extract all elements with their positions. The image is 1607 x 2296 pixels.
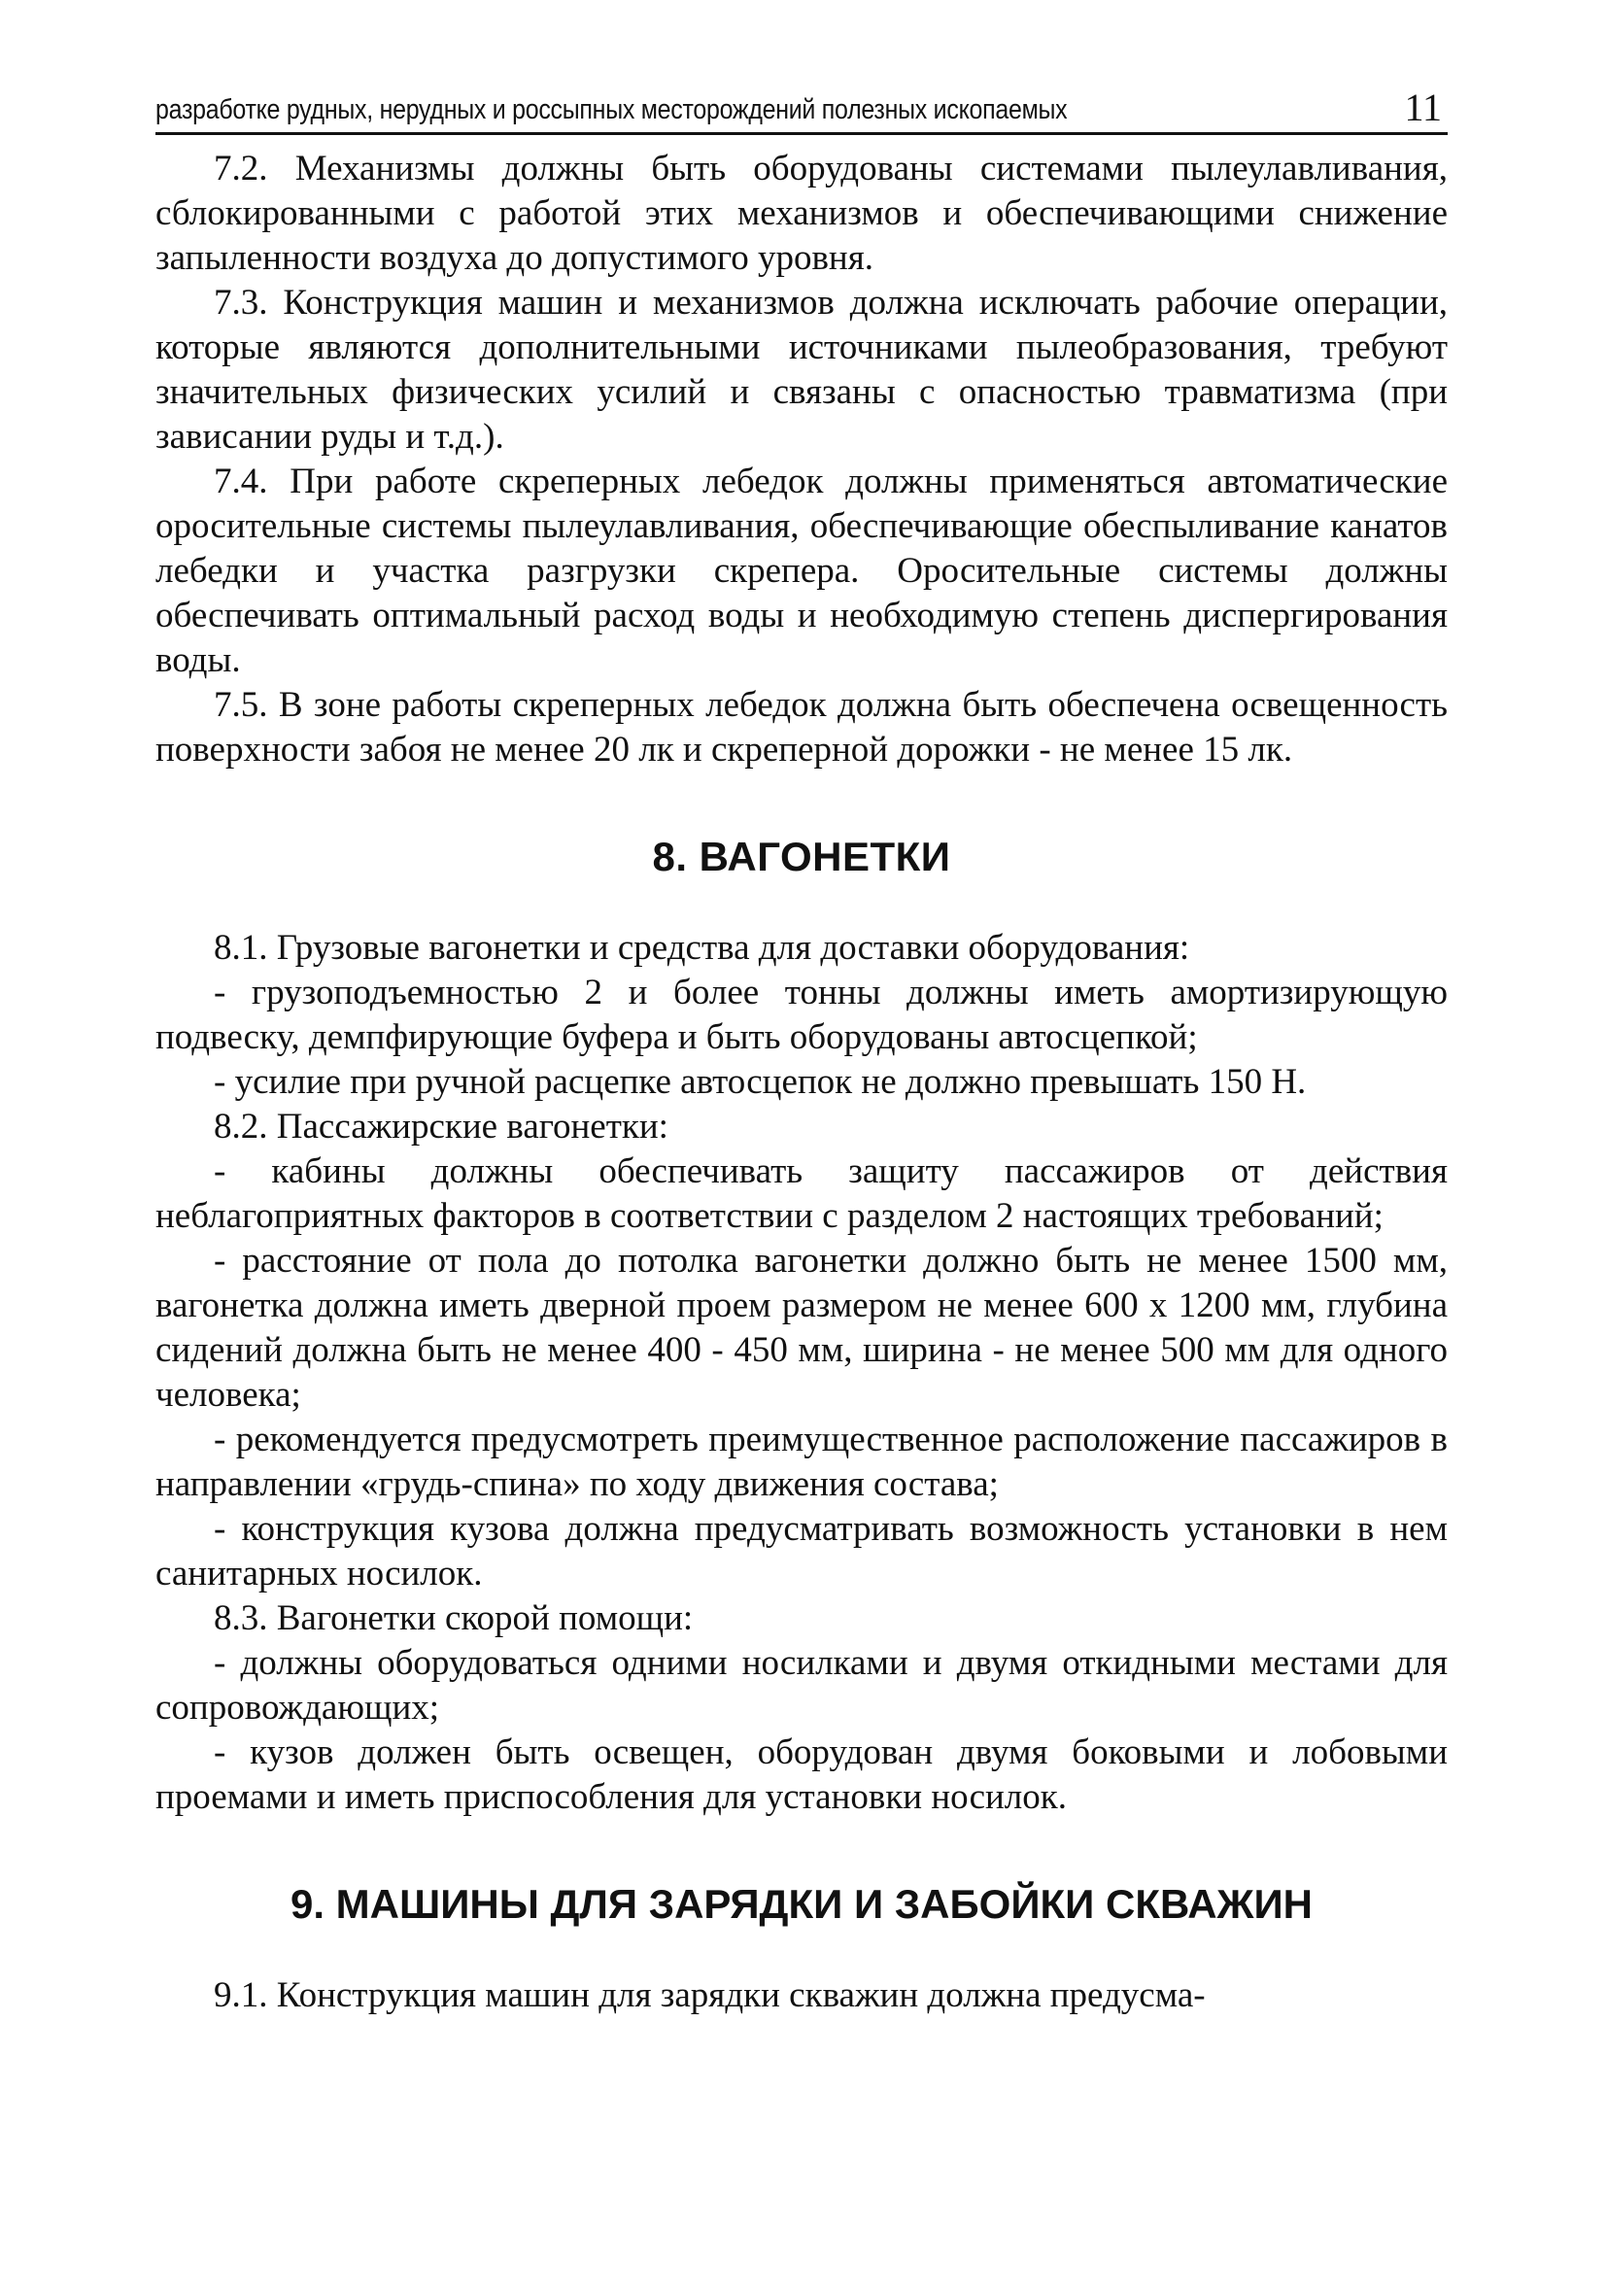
section-8-title: 8. ВАГОНЕТКИ xyxy=(652,834,951,879)
page-number: 11 xyxy=(1404,86,1442,129)
paragraph-8-2: 8.2. Пассажирские вагонетки: xyxy=(214,1107,668,1147)
paragraph-7-5: 7.5. В зоне работы скреперных лебедок должна быть обеспечена освещенность поверхности забоя не менее 20 лк и скреперной дорожки - не менее 15 лк. xyxy=(155,685,1448,770)
running-title: разработке рудных, нерудных и россыпных месторождений полезных ископаемых xyxy=(155,94,1068,125)
paragraph-8-3: 8.3. Вагонетки скорой помощи: xyxy=(214,1598,694,1638)
list-item-8-2-a: - кабины должны обеспечивать защиту пассажиров от действия неблагоприятных факторов в соответствии с разделом 2 настоящих требований; xyxy=(155,1151,1448,1236)
list-item-8-2-b: - расстояние от пола до потолка вагонетки должно быть не менее 1500 мм, вагонетка должна иметь дверной проем размером не менее 600 х 1200 мм, глубина сидений должна быть не менее 400 - 450 мм, ширина - не менее 500 мм для одного человека; xyxy=(155,1241,1448,1415)
book-page xyxy=(155,78,1448,2018)
list-item-8-1-a: - грузоподъемностью 2 и более тонны должны иметь амортизирующую подвеску, демпфирующие буфера и быть оборудованы автосцепкой; xyxy=(155,973,1448,1057)
paragraph-7-4: 7.4. При работе скреперных лебедок должны применяться автоматические оросительные системы пылеулавливания, обеспечивающие обеспыливание канатов лебедки и участка разгрузки скрепера. Оросительные системы должны обеспечивать оптимальный расход воды и необходимую степень диспергирования воды. xyxy=(155,462,1448,680)
paragraph-7-3: 7.3. Конструкция машин и механизмов должна исключать рабочие операции, которые являются дополнительными источниками пылеобразования, требуют значительных физических усилий и связаны с опасностью травматизма (при зависании руды и т.д.). xyxy=(155,283,1448,457)
paragraph-7-2: 7.2. Механизмы должны быть оборудованы системами пылеулавливания, сблокированными с работой этих механизмов и обеспечивающими снижение запыленности воздуха до допустимого уровня. xyxy=(155,149,1448,278)
paragraph-8-1: 8.1. Грузовые вагонетки и средства для доставки оборудования: xyxy=(214,928,1190,968)
paragraph-9-1: 9.1. Конструкция машин для зарядки скважин должна предусма- xyxy=(214,1975,1206,2015)
list-item-8-3-a: - должны оборудоваться одними носилками и двумя откидными местами для сопровождающих; xyxy=(155,1643,1448,1728)
list-item-8-2-c: - рекомендуется предусмотреть преимущественное расположение пассажиров в направлении «грудь-спина» по ходу движения состава; xyxy=(155,1420,1448,1504)
list-item-8-1-b: - усилие при ручной расцепке автосцепок не должно превышать 150 Н. xyxy=(214,1062,1307,1102)
section-9-title: 9. МАШИНЫ ДЛЯ ЗАРЯДКИ И ЗАБОЙКИ СКВАЖИН xyxy=(290,1881,1314,1927)
list-item-8-3-b: - кузов должен быть освещен, оборудован двумя боковыми и лобовыми проемами и иметь приспособления для установки носилок. xyxy=(155,1732,1448,1817)
page-body xyxy=(155,147,1448,2018)
running-header xyxy=(155,78,1448,135)
list-item-8-2-d: - конструкция кузова должна предусматривать возможность установки в нем санитарных носилок. xyxy=(155,1509,1448,1593)
